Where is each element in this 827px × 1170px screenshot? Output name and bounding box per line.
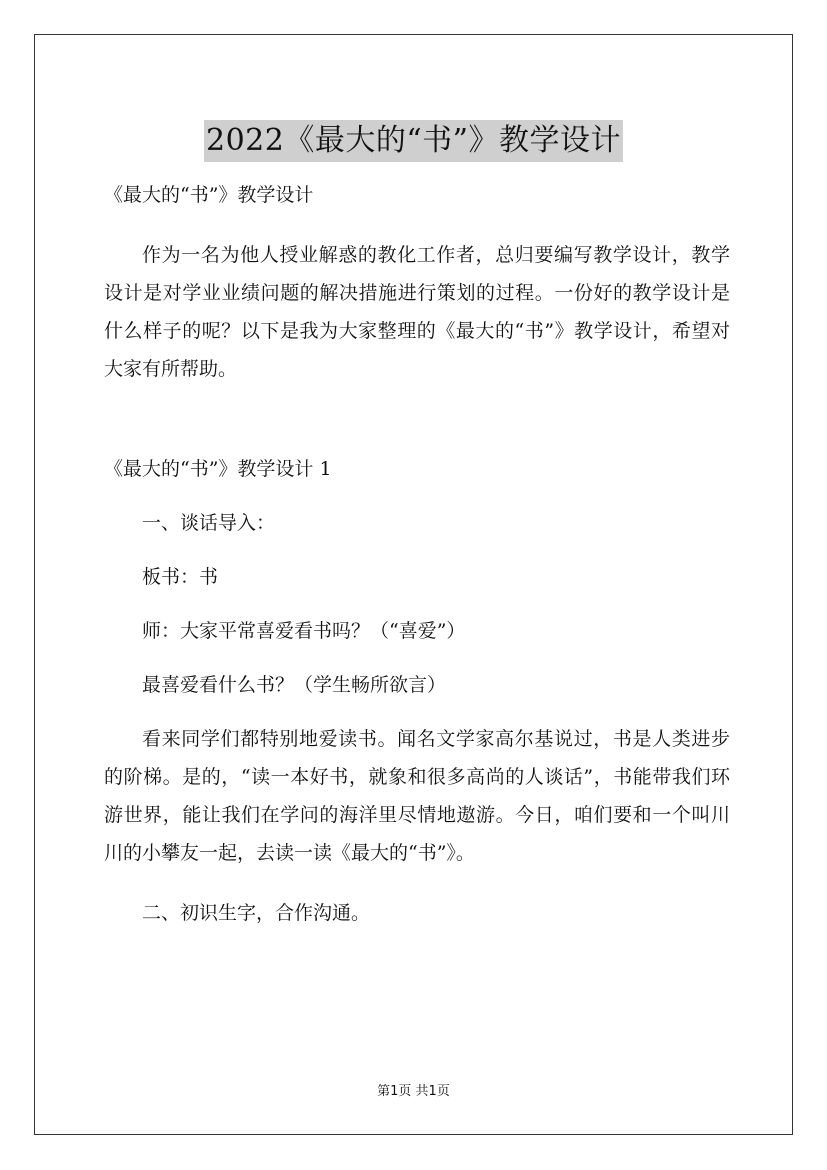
favorite-question: 最喜爱看什么书？（学生畅所欲言） — [142, 674, 447, 696]
spacer — [104, 488, 730, 504]
spacer — [104, 214, 730, 236]
section-title: 《最大的“书”》教学设计 1 — [104, 458, 332, 480]
section-heading: 《最大的“书”》教学设计 — [104, 184, 314, 206]
spacer — [104, 542, 730, 558]
intro-paragraph: 作为一名为他人授业解惑的教化工作者，总归要编写教学设计，教学设计是对学业业绩问题的解决措施进行策划的过程。一份好的教学设计是什么样子的呢？以下是我为大家整理的《最大的“书”》教学设计，希望对大家有所帮助。 — [104, 244, 730, 380]
spacer — [104, 410, 730, 450]
document-body — [104, 176, 730, 932]
spacer — [104, 596, 730, 612]
step-one-heading: 一、谈话导入： — [142, 512, 276, 534]
page-number-footer: 第1页 共1页 — [377, 1084, 450, 1099]
spacer — [104, 650, 730, 666]
board-text: 板书：书 — [142, 566, 219, 588]
teacher-question: 师：大家平常喜爱看书吗？（“喜爱”） — [142, 620, 466, 642]
title-container — [0, 100, 827, 182]
spacer — [104, 704, 730, 720]
step-two-heading: 二、初识生字，合作沟通。 — [142, 902, 371, 924]
document-title: 2022《最大的“书”》教学设计 — [204, 120, 623, 162]
story-paragraph: 看来同学们都特别地爱读书。闻名文学家高尔基说过，书是人类进步的阶梯。是的，“读一本好书，就象和很多高尚的人谈话”，书能带我们环游世界，能让我们在学问的海洋里尽情地遨游。今日，咱们要和一个叫川川的小攀友一起，去读一读《最大的“书”》。 — [104, 728, 730, 864]
